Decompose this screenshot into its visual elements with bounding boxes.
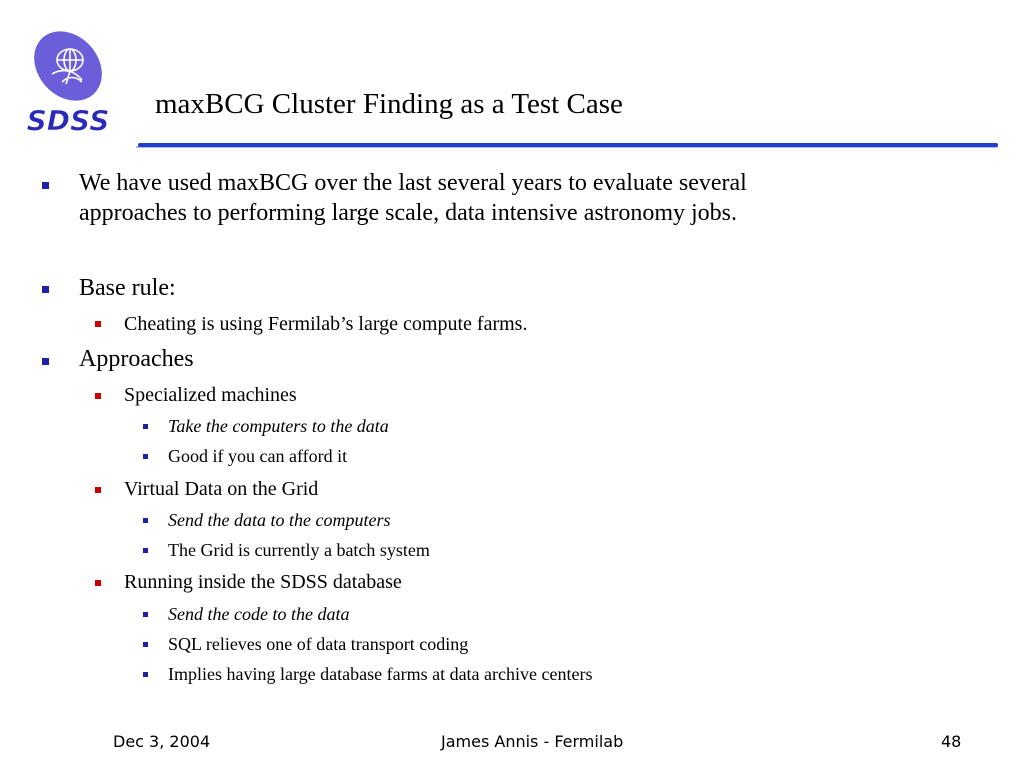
bullet-text-continuation: approaches to performing large scale, data intensive astronomy jobs.	[79, 200, 738, 226]
sub-bullet-text: Cheating is using Fermilab’s large compute farms.	[124, 313, 528, 335]
sub-sub-bullet-text: The Grid is currently a batch system	[168, 540, 430, 560]
sub-bullet-text: Running inside the SDSS database	[124, 571, 402, 593]
sub-bullet-text: Virtual Data on the Grid	[124, 478, 319, 500]
footer-page-number: 48	[941, 732, 962, 751]
sub-sub-bullet-marker	[143, 518, 148, 523]
sub-sub-bullet-marker	[143, 454, 148, 459]
sub-sub-bullet-text: Take the computers to the data	[168, 416, 389, 436]
sub-bullet-marker	[95, 393, 101, 399]
footer-author: James Annis - Fermilab	[441, 732, 624, 751]
footer-date: Dec 3, 2004	[113, 732, 211, 751]
sub-bullet-marker	[95, 580, 101, 586]
sub-sub-bullet-marker	[143, 612, 148, 617]
sub-sub-bullet-marker	[143, 424, 148, 429]
sub-bullet-text: Specialized machines	[124, 384, 297, 406]
sub-sub-bullet-marker	[143, 548, 148, 553]
sub-sub-bullet-marker	[143, 642, 148, 647]
bullet-text: We have used maxBCG over the last several years to evaluate several	[79, 170, 747, 196]
sub-sub-bullet-text: Send the data to the computers	[168, 510, 391, 530]
sub-sub-bullet-text: Good if you can afford it	[168, 446, 348, 466]
bullet-marker	[42, 286, 49, 293]
bullet-text: Base rule:	[79, 275, 176, 301]
slide-title: maxBCG Cluster Finding as a Test Case	[155, 88, 623, 120]
sub-sub-bullet-marker	[143, 672, 148, 677]
sub-sub-bullet-text: Send the code to the data	[168, 604, 350, 624]
bullet-marker	[42, 358, 49, 365]
bullet-marker	[42, 182, 49, 189]
sub-bullet-marker	[95, 321, 101, 327]
bullet-text: Approaches	[79, 346, 194, 372]
sdss-logo-text: SDSS	[26, 104, 110, 136]
sub-sub-bullet-text: SQL relieves one of data transport coding	[168, 634, 469, 654]
sub-sub-bullet-text: Implies having large database farms at data archive centers	[168, 664, 593, 684]
sub-bullet-marker	[95, 487, 101, 493]
